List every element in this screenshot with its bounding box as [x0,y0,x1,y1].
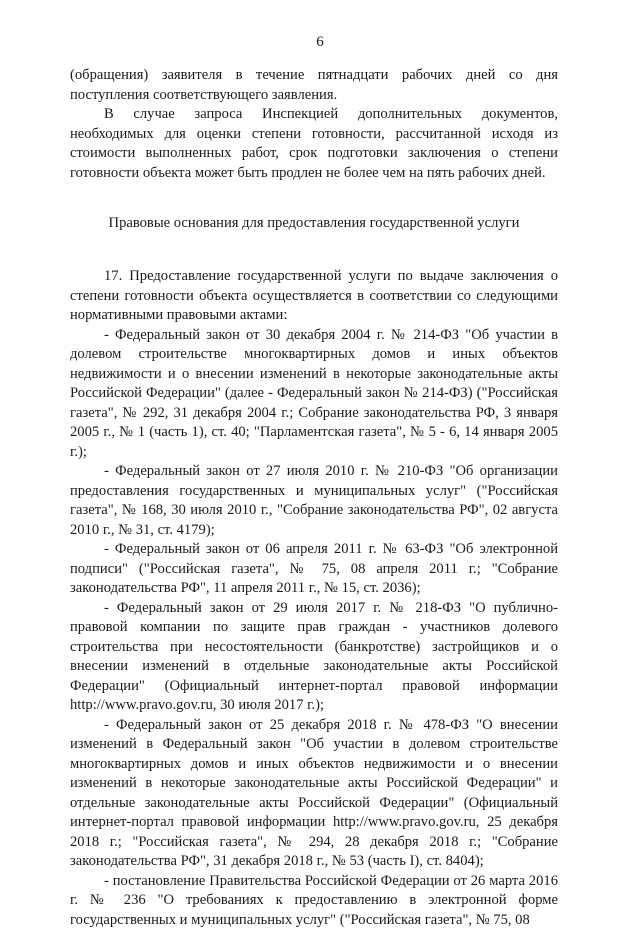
list-item-law-218: - Федеральный закон от 29 июля 2017 г. № 218-ФЗ "О публично-правовой компании по защите прав граждан - участников долевого строительства при несостоятельности (банкротстве) застройщиков и о внесении изменений в отдельные законодательные акты Российской Федерации" (Официальный интернет-портал правовой информации http://www.pravo.gov.ru, 30 июля 2017 г.); [70,599,558,716]
top-text-block [70,66,558,183]
paragraph-continuation: (обращения) заявителя в течение пятнадцати рабочих дней со дня поступления соответствующего заявления. [70,66,558,105]
list-item-resolution-236: - постановление Правительства Российской Федерации от 26 марта 2016 г. № 236 "О требованиях к предоставлению в электронной форме государственных и муниципальных услуг" ("Российская газета", № 75, 08 [70,872,558,930]
paragraph-additional-documents: В случае запроса Инспекцией дополнительных документов, необходимых для оценки степени готовности, рассчитанной исходя из стоимости выполненных работ, срок подготовки заключения о степени готовности объекта может быть продлен не более чем на пять рабочих дней. [70,105,558,183]
list-item-law-478: - Федеральный закон от 25 декабря 2018 г. № 478-ФЗ "О внесении изменений в Федеральный закон "Об участии в долевом строительстве многоквартирных домов и иных объектов недвижимости и о внесении изменений в некоторые законодательные акты Российской Федерации" и отдельные законодательные акты Российской Федерации" (Официальный интернет-портал правовой информации http://www.pravo.gov.ru, 25 декабря 2018 г.; "Российская газета", № 294, 28 декабря 2018 г.; "Собрание законодательства РФ", 31 декабря 2018 г., № 53 (часть I), ст. 8404); [70,716,558,872]
page-number: 6 [0,34,640,51]
list-item-law-63: - Федеральный закон от 06 апреля 2011 г. № 63-ФЗ "Об электронной подписи" ("Российская газета", № 75, 08 апреля 2011 г.; "Собрание законодательства РФ", 11 апреля 2011 г., № 15, ст. 2036); [70,540,558,599]
section-heading: Правовые основания для предоставления государственной услуги [70,215,558,232]
paragraph-17-intro: 17. Предоставление государственной услуги по выдаче заключения о степени готовности объекта осуществляется в соответствии со следующими нормативными правовыми актами: [70,267,558,326]
list-item-law-214: - Федеральный закон от 30 декабря 2004 г. № 214-ФЗ "Об участии в долевом строительстве многоквартирных домов и иных объектов недвижимости и о внесении изменений в некоторые законодательные акты Российской Федерации" (далее - Федеральный закон № 214-ФЗ) ("Российская газета", № 292, 31 декабря 2004 г.; Собрание законодательства РФ, 3 января 2005 г., № 1 (часть 1), ст. 40; "Парламентская газета", № 5 - 6, 14 января 2005 г.); [70,326,558,463]
legal-basis-block [70,267,558,930]
list-item-law-210: - Федеральный закон от 27 июля 2010 г. № 210-ФЗ "Об организации предоставления государственных и муниципальных услуг" ("Российская газета", № 168, 30 июля 2010 г., "Собрание законодательства РФ", 02 августа 2010 г., № 31, ст. 4179); [70,462,558,540]
